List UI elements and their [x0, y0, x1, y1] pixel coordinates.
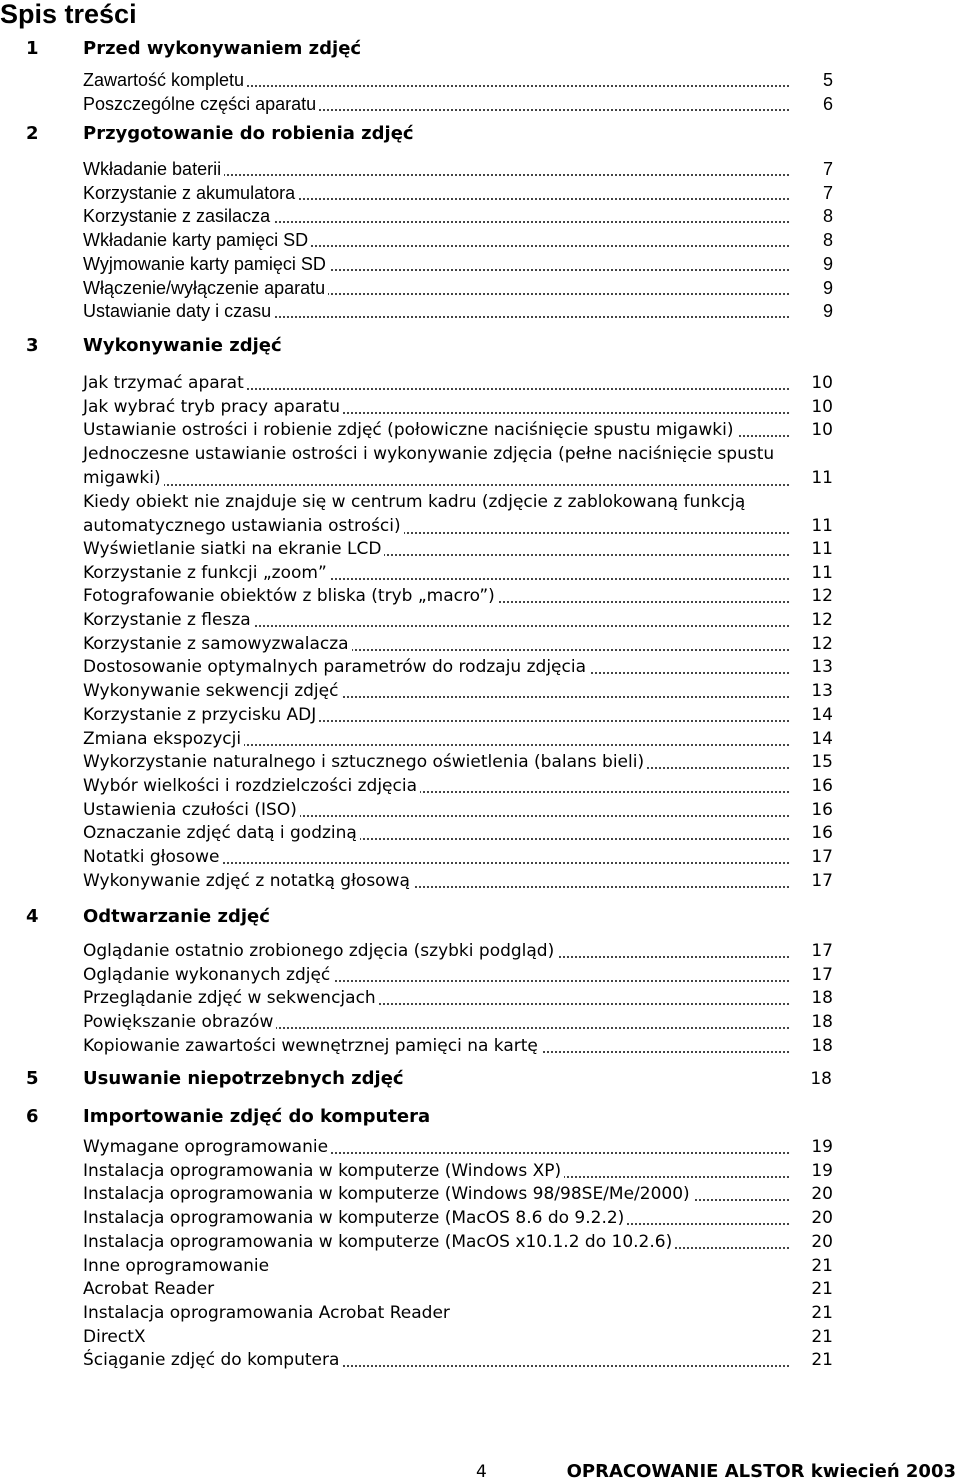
toc-entry [83, 181, 833, 205]
toc-entry-page: 21 [811, 1255, 833, 1276]
toc-entry [83, 561, 833, 585]
toc-entry [83, 1348, 833, 1372]
toc-entry [83, 1254, 833, 1278]
dot-leader [83, 484, 789, 486]
toc-entry-title: Acrobat Reader [83, 1277, 217, 1301]
toc-entry [83, 537, 833, 561]
toc-entry [83, 1206, 833, 1230]
toc-entry-page: 20 [811, 1231, 833, 1252]
toc-entry-page: 20 [811, 1208, 833, 1229]
section-title: Usuwanie niepotrzebnych zdjęć [83, 1068, 404, 1089]
toc-entry [83, 204, 833, 228]
toc-entry [83, 1277, 833, 1301]
toc-entry [83, 490, 833, 538]
section-number: 4 [26, 906, 39, 927]
toc-entry-page: 15 [811, 752, 833, 773]
toc-entry-page: 21 [811, 1302, 833, 1323]
toc-entry-title: Inne oprogramowanie [83, 1254, 272, 1278]
toc-entry [83, 584, 833, 608]
toc-entry-page: 12 [811, 633, 833, 654]
section-page: 18 [810, 1069, 832, 1089]
toc-entry-page: 16 [811, 799, 833, 820]
footer-text: OPRACOWANIE ALSTOR kwiecień 2003 [566, 1461, 956, 1482]
toc-entry-page: 17 [811, 941, 833, 961]
section-number: 5 [26, 1068, 39, 1089]
toc-entry-page: 12 [811, 610, 833, 630]
section-heading [0, 1067, 960, 1091]
toc-entry-title: DirectX [83, 1325, 149, 1349]
toc-entry [83, 228, 833, 252]
toc-entry-title-line1: Kiedy obiekt nie znajduje się w centrum kadru (zdjęcie z zablokowaną funkcją [83, 491, 746, 512]
toc-entry-page: 10 [811, 373, 833, 393]
toc-entry-page: 17 [811, 870, 833, 891]
section-heading [0, 905, 960, 929]
toc-entry-title-line2: migawki) [83, 466, 164, 490]
toc-entry-title: Zawartość kompletu [83, 68, 247, 92]
toc-entry-title: Wyświetlanie siatki na ekranie LCD [83, 537, 384, 561]
toc-entry-title: Korzystanie z samowyzwalacza [83, 632, 352, 656]
toc-entry [83, 845, 833, 869]
toc-entry-page: 18 [811, 1012, 833, 1033]
toc-entry [83, 821, 833, 845]
toc-entry-page: 14 [811, 728, 833, 749]
toc-entry [83, 252, 833, 276]
toc-entry [83, 276, 833, 300]
toc-entry [83, 1010, 833, 1034]
toc-entry-title-line2: automatycznego ustawiania ostrości) [83, 514, 404, 538]
section-heading [0, 1105, 960, 1129]
toc-entry [83, 655, 833, 679]
toc-entry-page: 7 [822, 159, 833, 179]
toc-entry-title: Wybór wielkości i rozdzielczości zdjęcia [83, 774, 420, 798]
toc-entry-title: Wykonywanie zdjęć z notatką głosową [83, 869, 413, 893]
section-heading [0, 37, 960, 61]
toc-entry-title: Instalacja oprogramowania w komputerze (Windows XP) [83, 1159, 564, 1183]
toc-entry [83, 1301, 833, 1325]
section-title: Przed wykonywaniem zdjęć [83, 38, 362, 59]
toc-entry [83, 68, 833, 92]
toc-entry-page: 16 [811, 823, 833, 844]
toc-entry-title: Ustawianie ostrości i robienie zdjęć (połowiczne naciśnięcie spustu migawki) [83, 418, 737, 442]
toc-entry [83, 1135, 833, 1159]
toc-entry [83, 608, 833, 632]
toc-entry-page: 17 [811, 964, 833, 985]
toc-entry-page: 21 [811, 1350, 833, 1371]
toc-entry-title: Wymagane oprogramowanie [83, 1135, 331, 1159]
toc-entry-title: Korzystanie z funkcji „zoom” [83, 561, 330, 585]
toc-entry-page: 8 [822, 206, 833, 227]
toc-entry-page: 21 [811, 1279, 833, 1300]
section-heading [0, 334, 960, 358]
toc-entry-title: Korzystanie z akumulatora [83, 181, 298, 205]
toc-entry-page: 16 [811, 775, 833, 796]
toc-entry-title: Korzystanie z zasilacza [83, 204, 273, 228]
toc-entry [83, 442, 833, 490]
toc-entry-page: 11 [811, 538, 833, 559]
toc-entry-title: Wkładanie baterii [83, 157, 224, 181]
toc-entry [83, 750, 833, 774]
toc-entry-title: Zmiana ekspozycji [83, 727, 244, 751]
toc-entry-page: 13 [811, 681, 833, 702]
toc-entry-title: Ściąganie zdjęć do komputera [83, 1348, 342, 1372]
toc-entry-page: 9 [822, 253, 833, 274]
toc-entry [83, 395, 833, 419]
toc-entry [83, 1182, 833, 1206]
toc-entry-title: Wkładanie karty pamięci SD [83, 228, 311, 252]
toc-entry-page: 8 [822, 230, 833, 251]
page-footer [0, 1460, 960, 1484]
toc-entry-title: Instalacja oprogramowania w komputerze (MacOS x10.1.2 do 10.2.6) [83, 1230, 675, 1254]
toc-entry [83, 679, 833, 703]
toc-entry-page: 11 [811, 468, 833, 489]
toc-entry-page: 9 [822, 277, 833, 298]
section-number: 3 [26, 335, 39, 356]
toc-entry [83, 869, 833, 893]
toc-entry-page: 10 [811, 396, 833, 417]
toc-entry-title: Powiększanie obrazów [83, 1010, 276, 1034]
toc-entry-title: Ustawianie daty i czasu [83, 299, 274, 323]
section-title: Odtwarzanie zdjęć [83, 906, 270, 927]
section-title: Przygotowanie do robienia zdjęć [83, 123, 414, 144]
section-title: Importowanie zdjęć do komputera [83, 1106, 431, 1127]
toc-entry-page: 11 [811, 562, 833, 583]
toc-entry-title: Notatki głosowe [83, 845, 222, 869]
toc-entry-title: Przeglądanie zdjęć w sekwencjach [83, 986, 379, 1010]
toc-entry-title: Fotografowanie obiektów z bliska (tryb „macro”) [83, 584, 498, 608]
toc-entry-page: 13 [811, 657, 833, 678]
toc-entry [83, 92, 833, 116]
toc-entry [83, 798, 833, 822]
toc-entry [83, 1034, 833, 1058]
toc-entry-page: 19 [811, 1160, 833, 1181]
toc-entry-page: 21 [811, 1326, 833, 1347]
toc-entry-title: Jak wybrać tryb pracy aparatu [83, 395, 343, 419]
toc-entry [83, 939, 833, 963]
toc-entry-title: Korzystanie z przycisku ADJ [83, 703, 319, 727]
footer-page-number: 4 [476, 1462, 487, 1482]
toc-entry [83, 963, 833, 987]
toc-entry-page: 9 [822, 301, 833, 322]
toc-entry-page: 5 [822, 70, 833, 90]
toc-entry-title: Oznaczanie zdjęć datą i godziną [83, 821, 360, 845]
toc-entry-page: 10 [811, 420, 833, 441]
toc-entry-title: Dostosowanie optymalnych parametrów do rodzaju zdjęcia [83, 655, 589, 679]
toc-entry-title-line1: Jednoczesne ustawianie ostrości i wykonywanie zdjęcia (pełne naciśnięcie spustu [83, 444, 775, 465]
toc-entry-page: 11 [811, 515, 833, 536]
toc-entry-title: Instalacja oprogramowania w komputerze (MacOS 8.6 do 9.2.2) [83, 1206, 627, 1230]
toc-entry-page: 19 [811, 1137, 833, 1157]
toc-entry [83, 774, 833, 798]
toc-entry-title: Instalacja oprogramowania w komputerze (Windows 98/98SE/Me/2000) [83, 1182, 693, 1206]
toc-entry [83, 371, 833, 395]
toc-entry-page: 18 [811, 988, 833, 1009]
toc-entry-title: Wyjmowanie karty pamięci SD [83, 252, 329, 276]
toc-entry-title: Poszczególne części aparatu [83, 92, 319, 116]
section-heading [0, 122, 960, 146]
toc-entry [83, 157, 833, 181]
toc-entry-title: Oglądanie wykonanych zdjęć [83, 963, 333, 987]
toc-entry [83, 727, 833, 751]
toc-entry-title: Jak trzymać aparat [83, 371, 247, 395]
toc-entry-title: Instalacja oprogramowania Acrobat Reader [83, 1301, 453, 1325]
toc-entry-page: 7 [822, 182, 833, 203]
toc-entry [83, 1230, 833, 1254]
toc-entry-title: Włączenie/wyłączenie aparatu [83, 276, 328, 300]
toc-entry-page: 6 [822, 93, 833, 114]
toc-entry [83, 299, 833, 323]
section-number: 2 [26, 123, 39, 144]
toc-entry [83, 418, 833, 442]
toc-entry-title: Wykorzystanie naturalnego i sztucznego oświetlenia (balans bieli) [83, 750, 647, 774]
toc-entry [83, 986, 833, 1010]
toc-entry [83, 1159, 833, 1183]
section-title: Wykonywanie zdjęć [83, 335, 282, 356]
toc-entry [83, 703, 833, 727]
toc-entry-title: Kopiowanie zawartości wewnętrznej pamięci na kartę [83, 1034, 541, 1058]
toc-entry-title: Ustawienia czułości (ISO) [83, 798, 300, 822]
section-number: 6 [26, 1106, 39, 1127]
section-number: 1 [26, 38, 39, 59]
toc-entry-page: 17 [811, 847, 833, 867]
toc-entry-page: 18 [811, 1035, 833, 1056]
page-title: Spis treści [0, 0, 137, 29]
toc-entry-page: 12 [811, 586, 833, 607]
toc-entry-title: Oglądanie ostatnio zrobionego zdjęcia (szybki podgląd) [83, 939, 557, 963]
toc-entry [83, 632, 833, 656]
toc-entry-title: Korzystanie z flesza [83, 608, 254, 632]
toc-entry [83, 1325, 833, 1349]
toc-entry-title: Wykonywanie sekwencji zdjęć [83, 679, 341, 703]
toc-entry-page: 20 [811, 1184, 833, 1205]
toc-entry-page: 14 [811, 704, 833, 725]
